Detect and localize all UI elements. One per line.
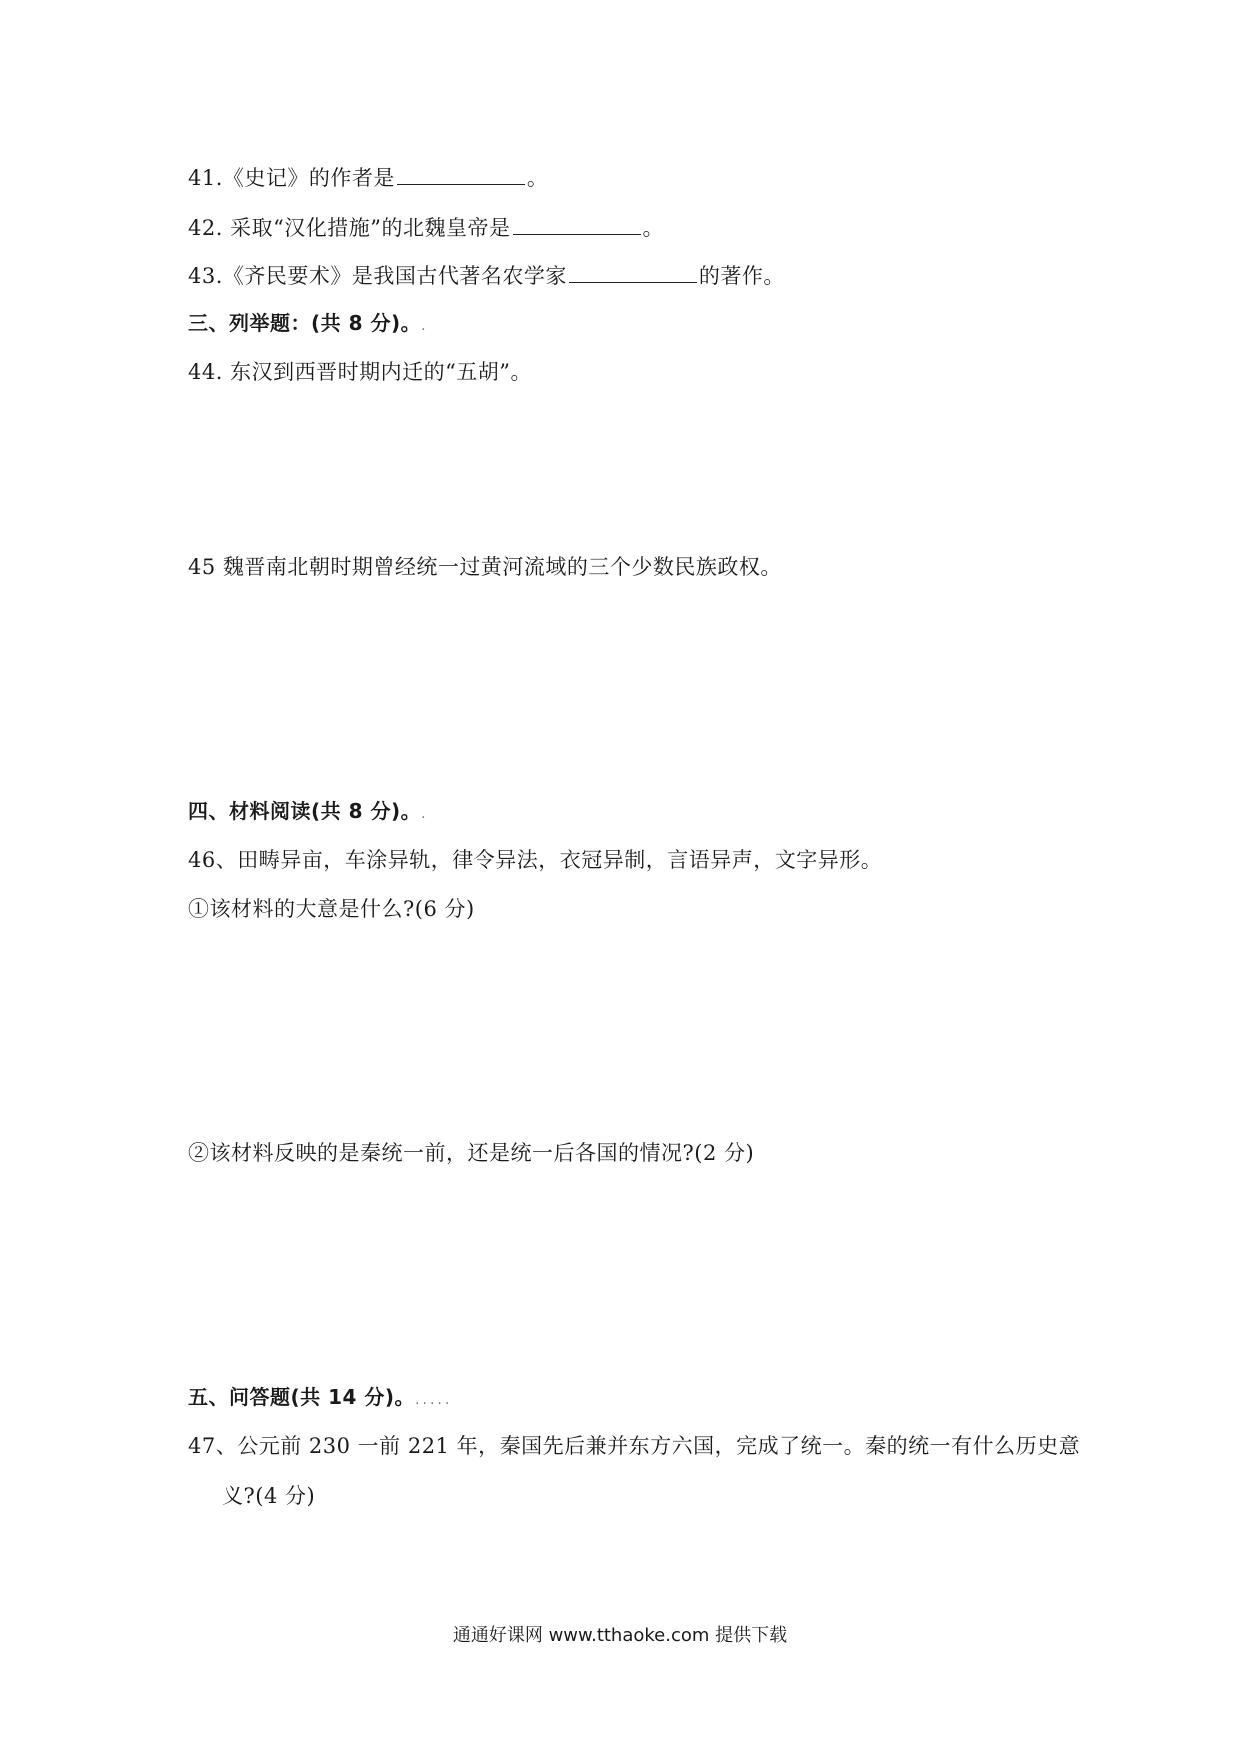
question-47-line-2: 义?(4 分)	[222, 1484, 316, 1508]
question-43	[188, 260, 785, 290]
section-3-title	[188, 309, 429, 340]
section-4-title-text: 四、材料阅读(共 8 分)。	[188, 799, 422, 823]
question-41	[188, 162, 548, 192]
question-41-end: 。	[526, 166, 549, 190]
footer-credit: 通通好课网 www.tthaoke.com 提供下载	[452, 1625, 788, 1646]
answer-blank-41[interactable]	[397, 162, 525, 185]
question-42-end: 。	[642, 216, 665, 240]
question-41-text: 41.《史记》的作者是	[188, 166, 395, 190]
section-5-title-text: 五、问答题(共 14 分)。	[188, 1385, 416, 1409]
question-43-end: 的著作。	[698, 264, 785, 288]
answer-blank-42[interactable]	[513, 212, 641, 235]
question-44: 44. 东汉到西晋时期内迁的“五胡”。	[188, 360, 533, 384]
question-45: 45 魏晋南北朝时期曾经统一过黄河流域的三个少数民族政权。	[188, 555, 782, 579]
question-47-line-1: 47、公元前 230 一前 221 年，秦国先后兼并东方六国，完成了统一。秦的统一有什么历史意	[188, 1434, 1081, 1458]
question-46: 46、田畴异亩，车涂异轨，律令异法，衣冠异制，言语异声，文字异形。	[188, 848, 883, 872]
question-42	[188, 212, 664, 242]
question-42-text: 42. 采取“汉化措施”的北魏皇帝是	[188, 216, 511, 240]
section-3-dots: .	[421, 318, 429, 334]
section-3-title-text: 三、列举题：(共 8 分)。	[188, 311, 422, 335]
answer-blank-43[interactable]	[569, 260, 697, 283]
section-4-title	[188, 797, 429, 828]
section-4-dots: .	[421, 806, 429, 822]
question-43-text: 43.《齐民要术》是我国古代著名农学家	[188, 264, 567, 288]
question-46-part-2: ②该材料反映的是秦统一前，还是统一后各国的情况?(2 分)	[188, 1141, 755, 1165]
question-46-part-1: ①该材料的大意是什么?(6 分)	[188, 897, 475, 921]
section-5-title	[188, 1383, 452, 1414]
section-5-dots: .....	[415, 1392, 453, 1408]
